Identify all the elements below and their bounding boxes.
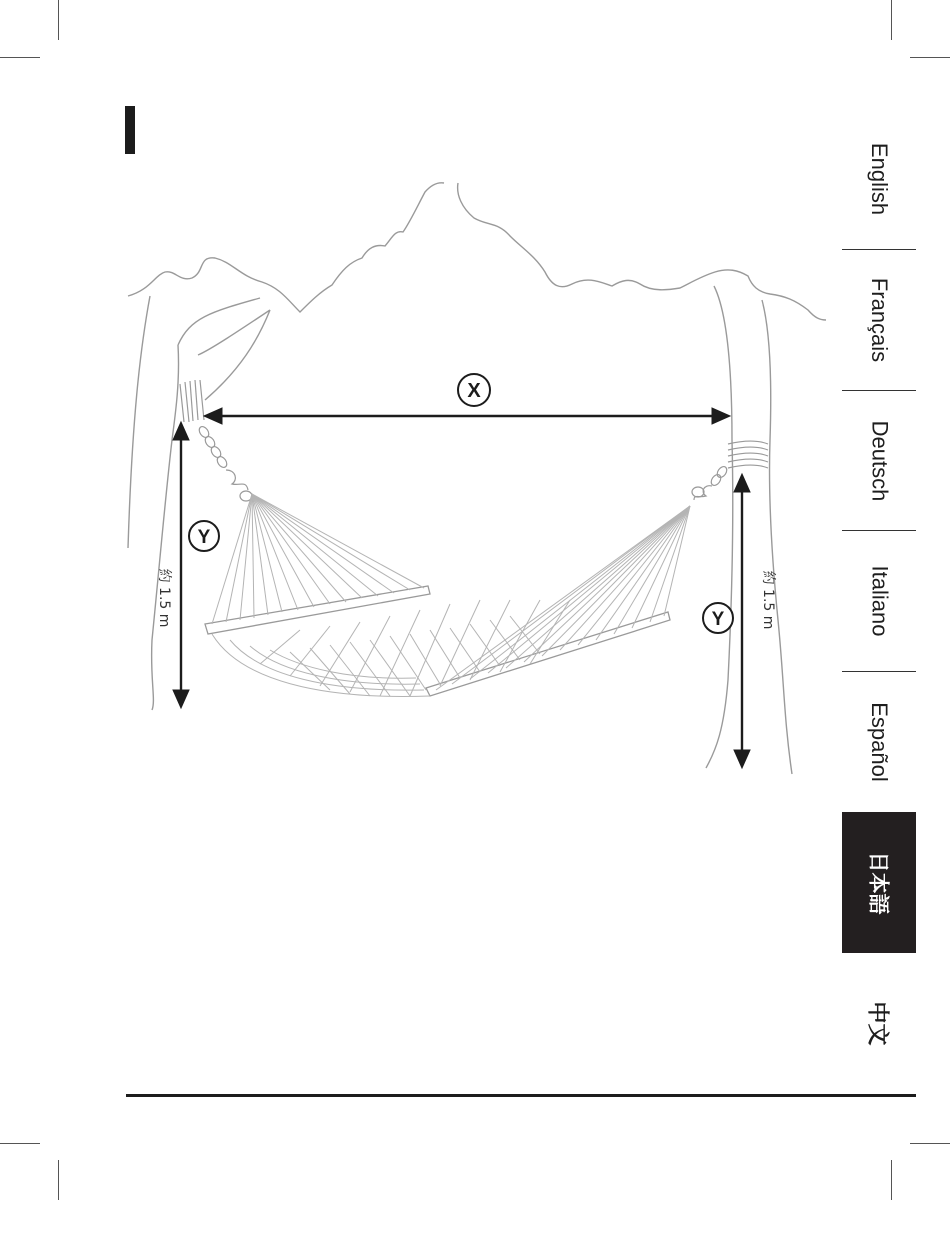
tree-canopy (128, 183, 826, 320)
tab-espanol[interactable] (842, 671, 916, 812)
left-height-arrow (173, 422, 189, 708)
left-rope-wrap (180, 380, 204, 422)
svg-text:Y: Y (711, 609, 725, 630)
tab-label: English (867, 142, 892, 215)
tab-label: Français (867, 277, 893, 362)
y-marker-icon (189, 521, 219, 551)
tab-label: Deutsch (867, 420, 892, 501)
svg-text:Y: Y (197, 527, 211, 548)
tab-label: 日本語 (866, 851, 890, 914)
tab-label: 中文 (864, 1001, 890, 1046)
x-marker-icon (458, 374, 490, 406)
tab-label: Italiano (866, 565, 892, 636)
right-height-arrow (734, 474, 750, 768)
left-measure-label: 約 1.5 m (156, 568, 172, 628)
left-chain (197, 425, 252, 501)
tab-deutsch[interactable] (842, 390, 916, 531)
right-tree-trunk (706, 286, 792, 774)
left-tree-trunk (128, 296, 270, 710)
tab-english[interactable] (842, 108, 916, 249)
hammock (205, 494, 690, 696)
right-chain (692, 465, 729, 500)
svg-text:X: X (467, 380, 481, 402)
footer-rule (126, 1094, 916, 1097)
tab-japanese[interactable] (842, 812, 916, 953)
tab-label: Español (867, 701, 893, 782)
tab-italiano[interactable] (842, 530, 916, 671)
right-measure-label: 約 1.5 m (760, 570, 776, 630)
span-arrow (204, 408, 730, 424)
y-marker-icon (703, 603, 733, 633)
tab-chinese[interactable] (842, 953, 916, 1094)
tab-francais[interactable] (842, 249, 916, 390)
right-rope-wrap (728, 441, 768, 468)
